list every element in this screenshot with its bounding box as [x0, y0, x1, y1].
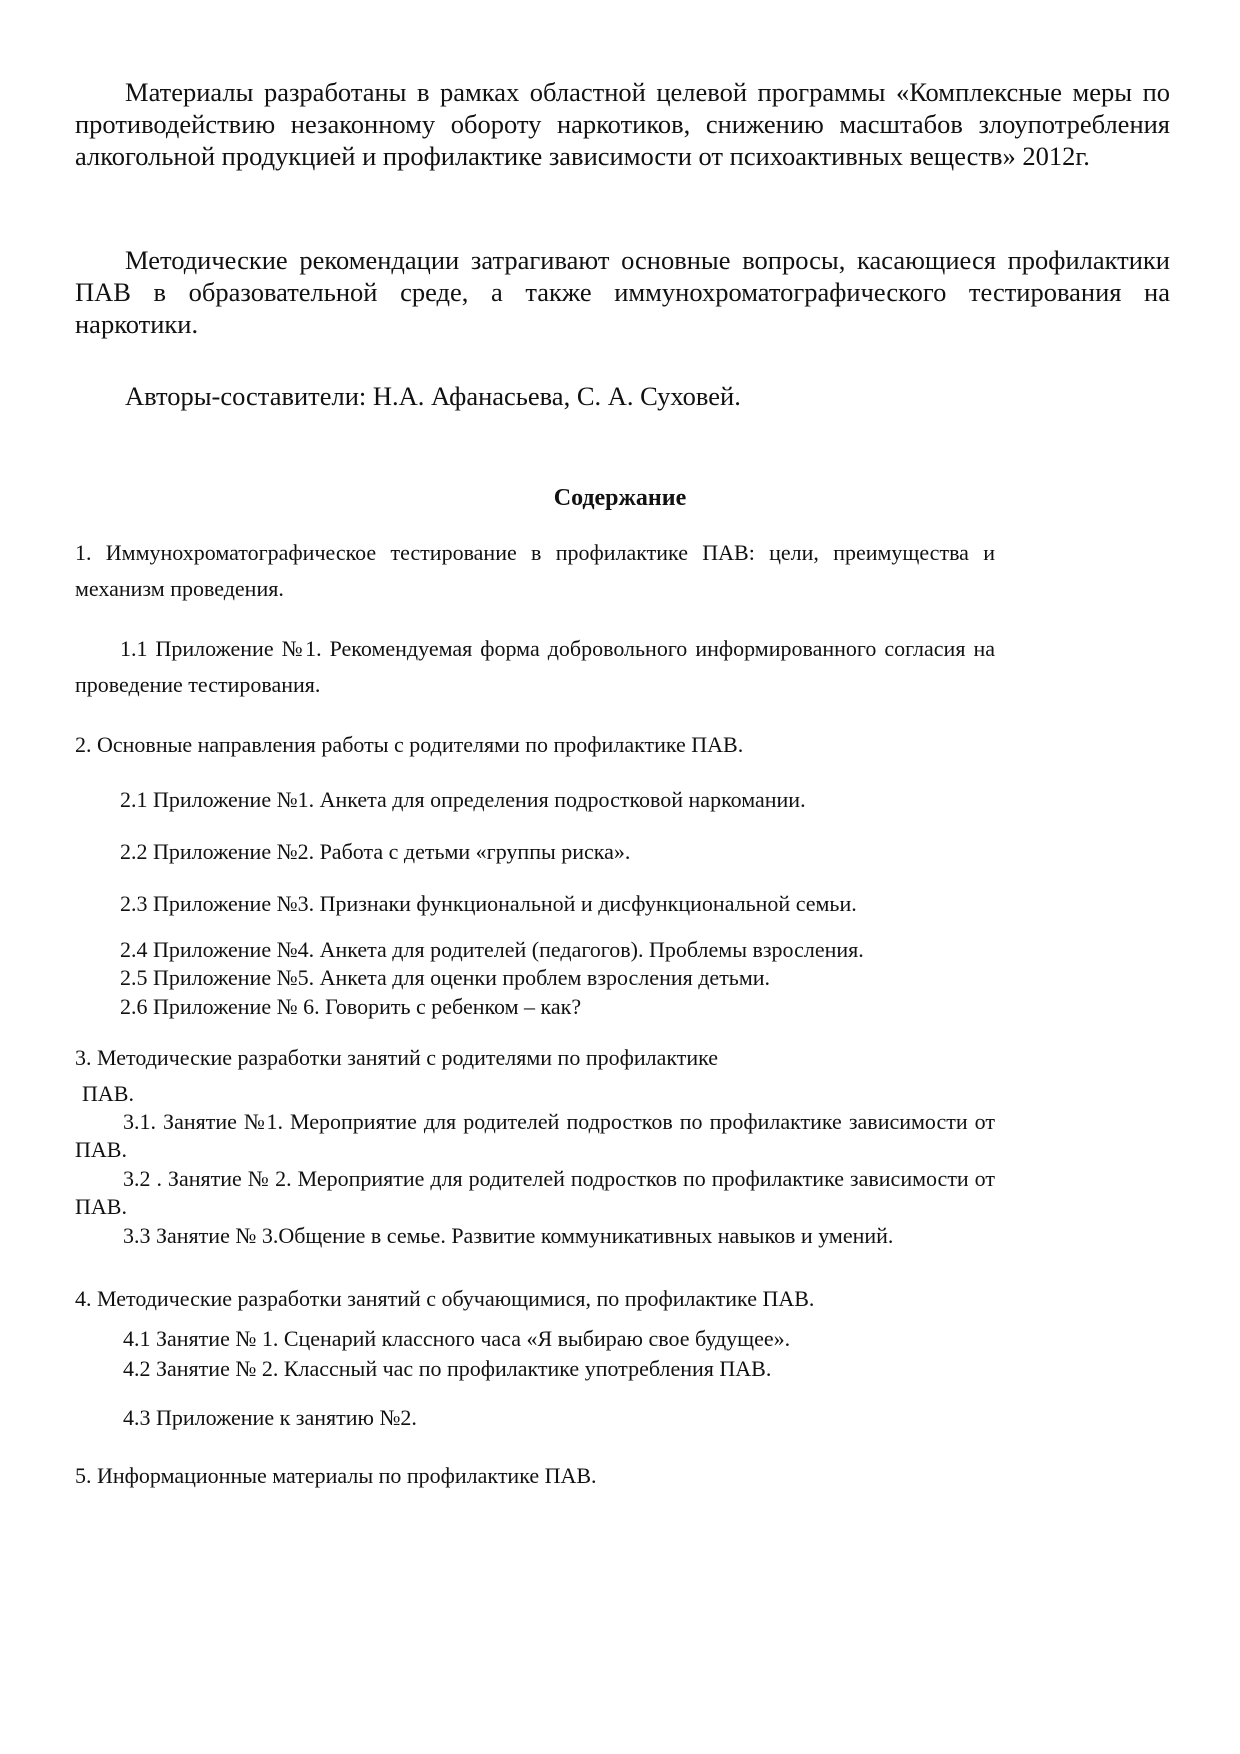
toc-item-2-6: 2.6 Приложение № 6. Говорить с ребенком – как? [120, 994, 582, 1019]
intro-paragraph-recommendations: Методические рекомендации затрагивают основные вопросы, касающиеся профилактики ПАВ в образовательной среде, а также иммунохроматографического тестирования на наркотики. [75, 245, 1170, 339]
toc-item-2-1: 2.1 Приложение №1. Анкета для определения подростковой наркомании. [120, 787, 806, 812]
intro-authors: Авторы-составители: Н.А. Афанасьева, С. А. Суховей. [125, 381, 741, 411]
toc-item-3-cont: ПАВ. [82, 1081, 134, 1106]
intro-paragraph-program: Материалы разработаны в рамках областной целевой программы «Комплексные меры по противодействию незаконному обороту наркотиков, снижению масштабов злоупотребления алкогольной продукцией и профилактике зависимости от психоактивных веществ» 2012г. [75, 77, 1170, 171]
toc-item-3-3: 3.3 Занятие № 3.Общение в семье. Развитие коммуникативных навыков и умений. [123, 1223, 894, 1248]
toc-item-4-1: 4.1 Занятие № 1. Сценарий классного часа «Я выбираю свое будущее». [123, 1326, 791, 1351]
toc-item-3: 3. Методические разработки занятий с родителями по профилактике [75, 1045, 719, 1070]
toc-item-2: 2. Основные направления работы с родителями по профилактике ПАВ. [75, 732, 744, 757]
toc-item-2-3: 2.3 Приложение №3. Признаки функциональной и дисфункциональной семьи. [120, 891, 857, 916]
toc-item-2-4: 2.4 Приложение №4. Анкета для родителей (педагогов). Проблемы взросления. [120, 937, 864, 962]
toc-item-4-3: 4.3 Приложение к занятию №2. [123, 1405, 417, 1430]
toc-item-2-5: 2.5 Приложение №5. Анкета для оценки проблем взросления детьми. [120, 965, 771, 990]
toc-item-3-2: 3.2 . Занятие № 2. Мероприятие для родителей подростков по профилактике зависимости от ПАВ. [75, 1166, 995, 1219]
toc-item-4-2: 4.2 Занятие № 2. Классный час по профилактике употребления ПАВ. [123, 1356, 772, 1381]
toc-item-1-1: 1.1 Приложение №1. Рекомендуемая форма добровольного информированного согласия на проведение тестирования. [75, 636, 995, 697]
contents-title: Содержание [553, 485, 687, 511]
toc-item-5: 5. Информационные материалы по профилактике ПАВ. [75, 1463, 597, 1488]
toc-item-2-2: 2.2 Приложение №2. Работа с детьми «группы риска». [120, 839, 631, 864]
toc-item-4: 4. Методические разработки занятий с обучающимися, по профилактике ПАВ. [75, 1286, 815, 1311]
toc-item-3-1: 3.1. Занятие №1. Мероприятие для родителей подростков по профилактике зависимости от ПАВ. [75, 1109, 995, 1162]
toc-item-1: 1. Иммунохроматографическое тестирование в профилактике ПАВ: цели, преимущества и механизм проведения. [75, 540, 995, 601]
